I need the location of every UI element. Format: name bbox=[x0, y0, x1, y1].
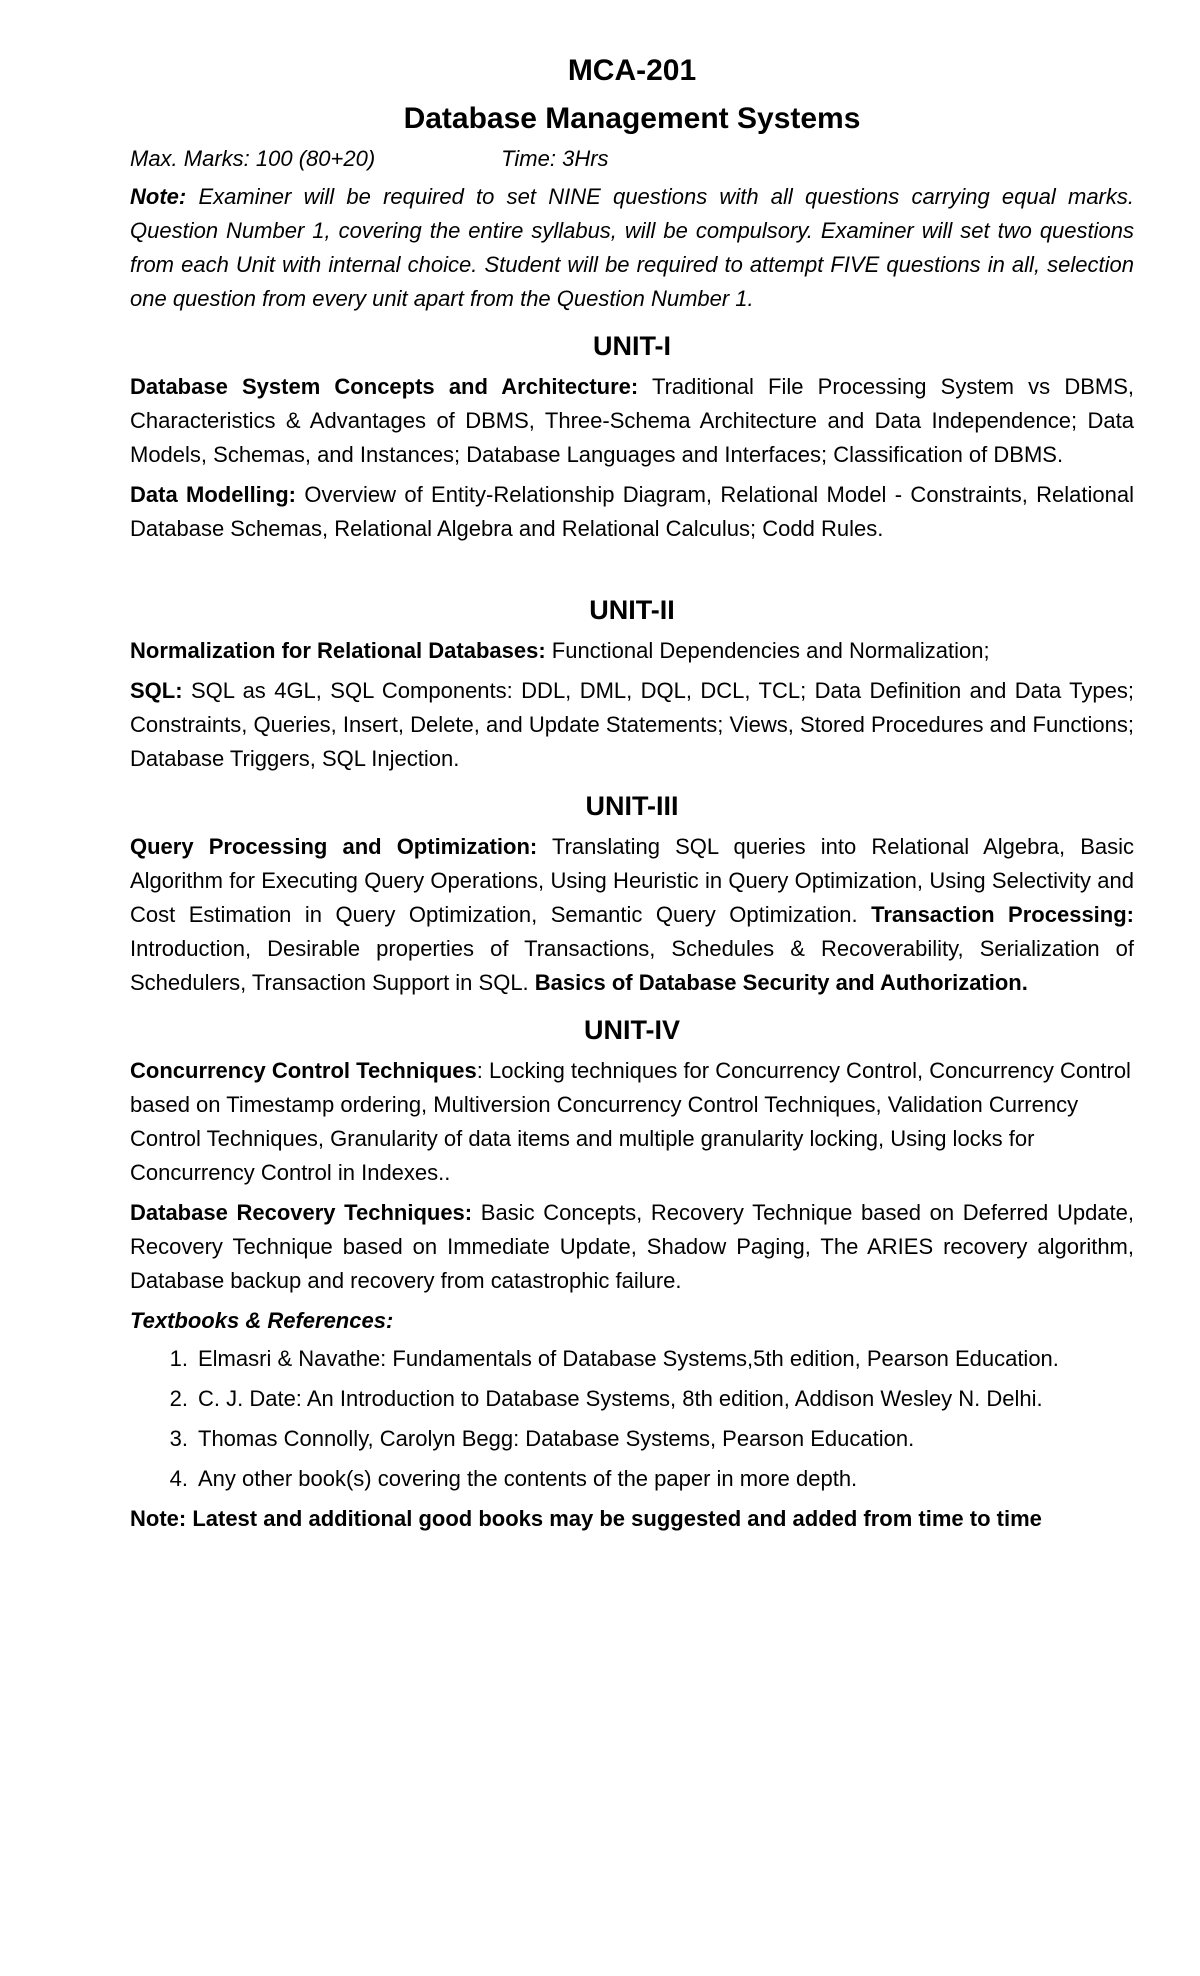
list-item bbox=[130, 1342, 1134, 1376]
topic-paragraph bbox=[130, 478, 1134, 546]
max-marks: Max. Marks: 100 (80+20) bbox=[130, 146, 376, 171]
unit-heading: UNIT-III bbox=[585, 791, 679, 821]
topic-label: Basics of Database Security and Authorization. bbox=[534, 970, 1028, 995]
topic-paragraph bbox=[130, 1196, 1134, 1298]
topic-text: Basic Concepts, Recovery Technique based on Deferred Update, Recovery Technique based on Immediate Update, Shadow Paging, The ARIES recovery algorithm, Database backup and recovery from catastrophic failure. bbox=[130, 1200, 1134, 1293]
references-list bbox=[130, 1342, 1134, 1496]
note-label: Note: bbox=[130, 184, 187, 209]
topic-paragraph bbox=[130, 674, 1134, 776]
topic-label: Database Recovery Techniques: bbox=[130, 1200, 473, 1225]
topic-text: SQL as 4GL, SQL Components: DDL, DML, DQL, DCL, TCL; Data Definition and Data Types; Constraints, Queries, Insert, Delete, and Update Statements; Views, Stored Procedures and Functions; Database Triggers, SQL Injection. bbox=[130, 678, 1134, 771]
unit-heading: UNIT-IV bbox=[583, 1015, 680, 1045]
references-heading: Textbooks & References: bbox=[130, 1308, 394, 1333]
course-title: Database Management Systems bbox=[403, 102, 861, 135]
list-number: 3. bbox=[169, 1426, 188, 1451]
topic-label: Database System Concepts and Architecture: bbox=[130, 374, 639, 399]
topic-paragraph bbox=[130, 1054, 1134, 1190]
topic-text: Introduction, Desirable properties of Transactions, Schedules & Recoverability, Serialization of Schedulers, Transaction Support in SQL. bbox=[130, 936, 1134, 995]
list-text: Any other book(s) covering the contents of the paper in more depth. bbox=[198, 1466, 858, 1491]
topic-label: Data Modelling: bbox=[130, 482, 296, 507]
unit-1 bbox=[130, 328, 1134, 546]
list-text: C. J. Date: An Introduction to Database Systems, 8th edition, Addison Wesley N. Delhi. bbox=[198, 1386, 1043, 1411]
unit-heading: UNIT-I bbox=[593, 331, 671, 361]
list-item bbox=[130, 1422, 1134, 1456]
topic-paragraph bbox=[130, 370, 1134, 472]
list-number: 2. bbox=[169, 1386, 188, 1411]
topic-text: Traditional File Processing System vs DBMS, Characteristics & Advantages of DBMS, Three-Schema Architecture and Data Independence; Data Models, Schemas, and Instances; Database Languages and Interfaces; Classification of DBMS. bbox=[130, 374, 1135, 467]
list-number: 1. bbox=[169, 1346, 188, 1371]
unit-4 bbox=[130, 1012, 1134, 1298]
list-number: 4. bbox=[169, 1466, 188, 1491]
references-section bbox=[130, 1304, 1134, 1496]
final-note: Note: Latest and additional good books may be suggested and added from time to time bbox=[130, 1506, 1042, 1531]
topic-label: SQL: bbox=[130, 678, 183, 703]
topic-label: Query Processing and Optimization: bbox=[130, 834, 538, 859]
topic-text: : Locking techniques for Concurrency Control, Concurrency Control based on Timestamp ordering, Multiversion Concurrency Control Techniques, Validation Currency Control Techniques, Granularity of data items and multiple granularity locking, Using locks for Concurrency Control in Indexes.. bbox=[130, 1058, 1131, 1185]
topic-label: Normalization for Relational Databases: bbox=[130, 638, 546, 663]
topic-text: Functional Dependencies and Normalization; bbox=[545, 638, 990, 663]
list-item bbox=[130, 1462, 1134, 1496]
exam-meta bbox=[130, 142, 1134, 176]
topic-paragraph bbox=[130, 634, 1134, 668]
topic-label: Transaction Processing: bbox=[871, 902, 1134, 927]
course-code: MCA-201 bbox=[567, 54, 697, 87]
list-text: Elmasri & Navathe: Fundamentals of Database Systems,5th edition, Pearson Education. bbox=[198, 1346, 1059, 1371]
exam-time: Time: 3Hrs bbox=[501, 146, 609, 171]
topic-label: Concurrency Control Techniques bbox=[130, 1058, 477, 1083]
note-text: Examiner will be required to set NINE questions with all questions carrying equal marks. Question Number 1, covering the entire syllabus, will be compulsory. Examiner will set two questions from each Unit with internal choice. Student will be required to attempt FIVE questions in all, selection one question from every unit apart from the Question Number 1. bbox=[130, 184, 1134, 311]
topic-text: Overview of Entity-Relationship Diagram, Relational Model - Constraints, Relational Database Schemas, Relational Algebra and Relational Calculus; Codd Rules. bbox=[130, 482, 1134, 541]
list-item bbox=[130, 1382, 1134, 1416]
unit-3 bbox=[130, 788, 1134, 1000]
unit-2 bbox=[130, 592, 1134, 776]
exam-note bbox=[130, 180, 1134, 316]
topic-text: Translating SQL queries into Relational Algebra, Basic Algorithm for Executing Query Operations, Using Heuristic in Query Optimization, Using Selectivity and Cost Estimation in Query Optimization, Semantic Query Optimization. bbox=[130, 834, 1134, 927]
topic-paragraph bbox=[130, 830, 1134, 1000]
list-text: Thomas Connolly, Carolyn Begg: Database Systems, Pearson Education. bbox=[198, 1426, 915, 1451]
unit-heading: UNIT-II bbox=[589, 595, 675, 625]
